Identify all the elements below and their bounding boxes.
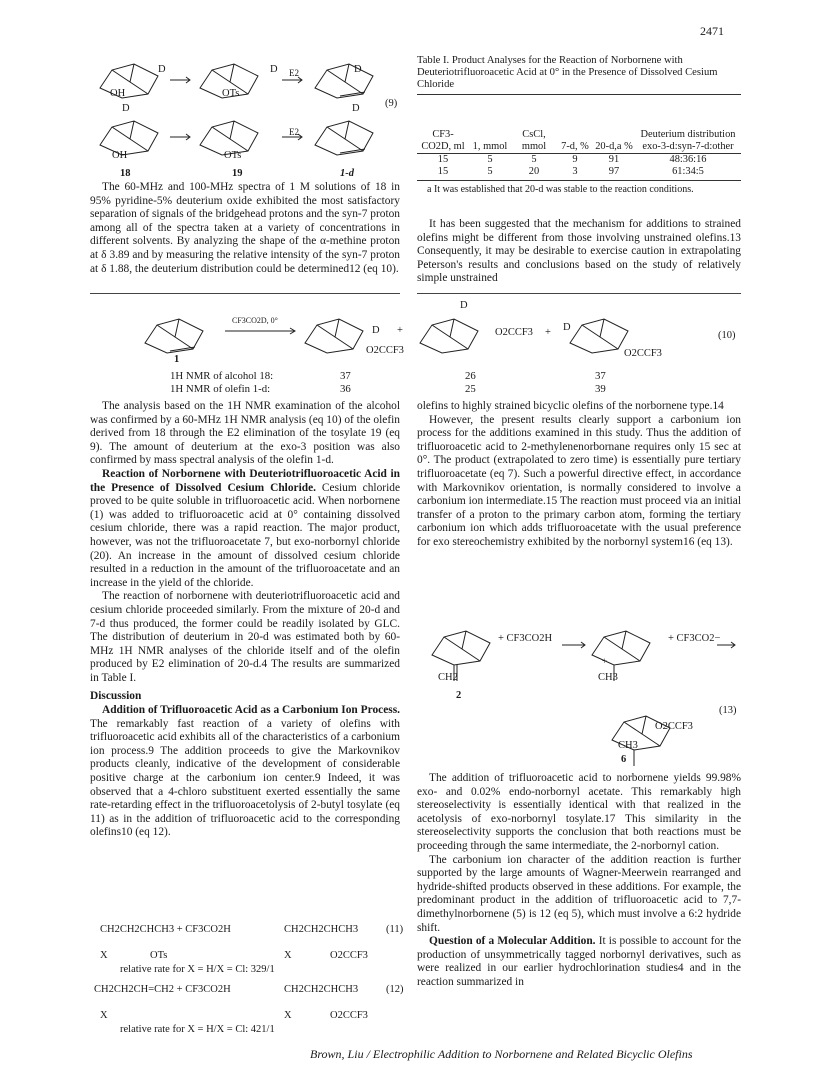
page-number: 2471 bbox=[700, 24, 724, 38]
plus: + bbox=[545, 327, 551, 338]
norbornane-18-row2 bbox=[100, 121, 158, 155]
table-row: 15 5 5 9 91 48:36:16 bbox=[417, 153, 741, 166]
arrow bbox=[170, 134, 190, 140]
equation-number: (12) bbox=[386, 984, 404, 995]
scheme9-label: OTs bbox=[224, 150, 242, 161]
scheme9-label: D bbox=[354, 64, 362, 75]
section-heading: Discussion bbox=[90, 690, 142, 703]
eq12-right: CH2CH2CHCH3 bbox=[284, 984, 359, 995]
paragraph: The reaction of norbornene with deuteriotrifluoroacetic acid and cesium chloride proceeded similarly. From the mixture of 20-d and 7-d thus produced, the former could be readily isolated by GLC. The distribution of deuterium in 20-d was estimated both by 60-MHz 1H NMR analyses of the chloride itself and of the olefin produced by E2 elimination of 20-d.4 The results are summarized in Table I. bbox=[90, 590, 400, 684]
running-footer: Brown, Liu / Electrophilic Addition to Norbornene and Related Bicyclic Olefins bbox=[310, 1047, 693, 1061]
right-column-bottom bbox=[417, 772, 741, 990]
nmr-label: 1H NMR of olefin 1-d: bbox=[170, 383, 271, 395]
eq11-left: CH2CH2CHCH3 + CF3CO2H bbox=[100, 924, 231, 935]
scheme13-group: CH3 bbox=[598, 672, 618, 683]
paragraph: The analysis based on the 1H NMR examination of the alcohol was confirmed by a 60-MHz 1H NMR analysis (eq 10) of the olefin derived from 18 through the E2 elimination of the tosylate 19 (eq 9). The amount of deuterium at the exo-3 position was also confirmed by mass spectral analysis of the olefin 1-d. bbox=[90, 400, 401, 467]
scheme13-group: CH3 bbox=[618, 740, 638, 751]
section-heading: Reaction of Norbornene with Deuteriotrifluoroacetic Acid in the Presence of Dissolved Cesium Chloride. bbox=[90, 467, 400, 494]
table-header: 1, mmol bbox=[472, 140, 508, 152]
compound-number: 6 bbox=[621, 754, 627, 765]
plus: + bbox=[397, 325, 403, 336]
compound-number: 1 bbox=[174, 354, 180, 365]
section-heading: Question of a Molecular Addition. bbox=[429, 935, 596, 948]
right-column-main bbox=[417, 400, 741, 550]
paragraph: However, the present results clearly support a carbonium ion process for the additions examined in this study. Thus the addition of trifluoroacetic acid to 2-methylenenorbornane requires only 15 sec at 0°. The product (extrapolated to zero time) is essentially pure tertiary trifluoroacetate (eq 7). Such a powerful directive effect, in accordance with Markovnikov orientation, is normally considered to involve a carbonium ion intermediate.15 The reaction must proceed via an initial transfer of a proton to the primary carbon atom, forming the tertiary carbonium ion which adds trifluoroacetate with the usual preference for exo stereochemistry exhibited by the norbornyl system16 (eq 13). bbox=[417, 413, 741, 548]
scheme10-group: D bbox=[563, 322, 571, 333]
scheme9-label: OH bbox=[110, 88, 126, 99]
equation-number: (10) bbox=[718, 330, 736, 341]
compound-number: 1-d bbox=[340, 168, 354, 179]
nmr-value: 37 bbox=[340, 370, 351, 382]
scheme9-label: OTs bbox=[222, 88, 240, 99]
equation-number: (11) bbox=[386, 924, 404, 935]
scheme10-group: D bbox=[372, 325, 380, 336]
nmr-value: 39 bbox=[595, 383, 606, 395]
eq11-right: CH2CH2CHCH3 bbox=[284, 924, 359, 935]
table-header: Deuterium distribution exo-3-d:syn-7-d:other bbox=[640, 128, 736, 152]
plus: + bbox=[602, 656, 608, 666]
scheme9-label: E2 bbox=[289, 68, 299, 78]
scheme9-label: D bbox=[122, 103, 130, 114]
table-header: 20-d,a % bbox=[595, 140, 633, 152]
table-row: 15 5 20 3 97 61:34:5 bbox=[437, 165, 704, 177]
compound-number: 18 bbox=[120, 168, 131, 179]
paragraph: olefins to highly strained bicyclic olefins of the norbornene type.14 bbox=[417, 400, 724, 412]
left-column-top bbox=[90, 181, 400, 276]
scheme13-group: O2CCF3 bbox=[655, 721, 693, 732]
compound-number: 19 bbox=[232, 168, 243, 179]
paragraph: The carbonium ion character of the addition reaction is further supported by the large amounts of Wagner-Meerwein rearranged and hydride-shifted products observed in these additions. For example, the predominant product in the addition of trifluoroacetic acid to 7,7-dimethylnorbornene (5) is 12 (eq 5), which must involve a 6:2 hydride shift. bbox=[417, 853, 741, 934]
section-heading: Addition of Trifluoroacetic Acid as a Carbonium Ion Process. bbox=[102, 704, 400, 717]
norbornane-18-row1 bbox=[100, 64, 158, 98]
table-1 bbox=[417, 55, 741, 195]
scheme9-label: OH bbox=[112, 150, 128, 161]
scheme10-group: O2CCF3 bbox=[495, 327, 533, 338]
product-exo3d bbox=[305, 319, 363, 353]
scheme10-group: O2CCF3 bbox=[366, 345, 404, 356]
norbornene-1 bbox=[145, 319, 203, 353]
scheme10-group: D bbox=[460, 300, 468, 311]
paragraph: It is possible to account for the production of unsymmetrically tagged norbornyl derivatives, such as were realized in our earlier hydrochlorination studies4 and in the reaction summarized in bbox=[417, 935, 741, 988]
scheme-9 bbox=[90, 40, 410, 190]
arrow bbox=[170, 77, 190, 83]
equation-number: (13) bbox=[719, 705, 737, 716]
table-grid bbox=[417, 95, 741, 178]
product-other bbox=[570, 319, 628, 353]
nmr-value: 26 bbox=[465, 370, 476, 382]
nmr-value: 25 bbox=[465, 383, 476, 395]
paragraph: Cesium chloride proved to be quite soluble in trifluoroacetic acid. When norbornene (1) was added to trifluoroacetic acid at 0° containing dissolved cesium chloride, there was a rapid reaction. The major product, however, was not the trifluoroacetate 7, but exo-norbornyl chloride (20). An increase in the amount of dissolved cesium chloride resulted in a reduction in the amount of the trifluoroacetate and an increase in the yield of the chloride. bbox=[90, 481, 400, 589]
nmr-value: 36 bbox=[340, 383, 351, 395]
equations-11-12: CH2CH2CHCH3 + CF3CO2H CH2CH2CHCH3 (11) X OTs X O2CCF3 relative rate for X = H/X = Cl: 329/1 CH2CH2CH=CH2 + CF3CO2H CH2CH2CHCH3 (12) X X O2CCF3 relative rate for X = H/X = Cl: 421/1 bbox=[94, 924, 404, 1035]
table-footnote: a It was established that 20-d was stable to the reaction conditions. bbox=[427, 183, 694, 195]
paragraph: The addition of trifluoroacetic acid to norbornene yields 99.98% exo- and 0.02% endo-norbornyl acetate. This remarkably high stereoselectivity is essentially identical with that realized in the acetolysis of exo-norbornyl tosylate.17 This similarity in the stereoselectivity supports the conclusion that both reactions must be proceeding through the same intermediate, the 2-norbornyl cation. bbox=[417, 772, 741, 852]
scheme10-group: O2CCF3 bbox=[624, 348, 662, 359]
reagent: CF3CO2D, 0° bbox=[232, 316, 278, 325]
table-caption: Table I. Product Analyses for the Reaction of Norbornene with Deuteriotrifluoroacetic Acid at 0° in the Presence of Dissolved Cesium Chloride bbox=[417, 55, 718, 90]
eq12-left: CH2CH2CH=CH2 + CF3CO2H bbox=[94, 984, 231, 995]
scheme9-label: D bbox=[352, 103, 360, 114]
arrow bbox=[225, 328, 295, 334]
left-column-main bbox=[90, 400, 400, 840]
product-syn7d bbox=[420, 319, 478, 353]
scheme9-label: E2 bbox=[289, 127, 299, 137]
compound-number: 2 bbox=[456, 690, 462, 701]
table-header: CsCl, mmol bbox=[521, 128, 547, 152]
nmr-label: 1H NMR of alcohol 18: bbox=[170, 370, 274, 382]
arrow bbox=[562, 642, 585, 648]
equation-number: (9) bbox=[385, 98, 398, 109]
paragraph: The 60-MHz and 100-MHz spectra of 1 M solutions of 18 in 95% pyridine-5% deuterium oxide exhibited the most satisfactory separation of signals of the bridgehead protons and the syn-7 proton among all of the spectra taken at a variety of concentrations in different solvents. By analyzing the shape of the α-methine proton at δ 3.89 and by measuring the relative intensity of the syn-7 proton at δ 1.88, the deuterium distribution could be determined12 (eq 10). bbox=[90, 181, 401, 275]
scheme9-label: D bbox=[270, 64, 278, 75]
scheme9-label: D bbox=[158, 64, 166, 75]
right-column-top bbox=[417, 218, 741, 286]
paragraph: It has been suggested that the mechanism for additions to strained olefins might be different from those involving unstrained olefins.13 Consequently, it may be desirable to exercise caution in extrapolating Peterson's results and conclusions based on the study of relatively simple unstrained bbox=[417, 218, 741, 285]
nmr-value: 37 bbox=[595, 370, 606, 382]
rate-note: relative rate for X = H/X = Cl: 329/1 bbox=[120, 964, 275, 975]
norbornene-1d-row1 bbox=[315, 64, 373, 98]
reagent: + CF3CO2H bbox=[498, 633, 553, 644]
reagent: + CF3CO2− bbox=[668, 633, 721, 644]
paragraph: The remarkably fast reaction of a variety of olefins with trifluoroacetic acid exhibits all of the characteristics of a carbonium ion process.9 The addition proceeds to give the Markovnikov products cleanly, indicative of the development of considerable positive charge at the carbonium ion center.9 Indeed, it was observed that a 4-chloro substituent exerted essentially the same rate-retarding effect in the trifluoroacetolysis of 2-butyl tosylate (eq 11) as in the addition of trifluoroacetic acid to the corresponding olefins10 (eq 12). bbox=[90, 717, 400, 839]
norbornene-1d-row2 bbox=[315, 121, 373, 155]
table-header: CF3-CO2D, ml bbox=[421, 128, 465, 152]
scheme13-group: CH2 bbox=[438, 672, 458, 683]
rate-note: relative rate for X = H/X = Cl: 421/1 bbox=[120, 1024, 275, 1035]
table-header: 7-d, % bbox=[561, 140, 589, 152]
